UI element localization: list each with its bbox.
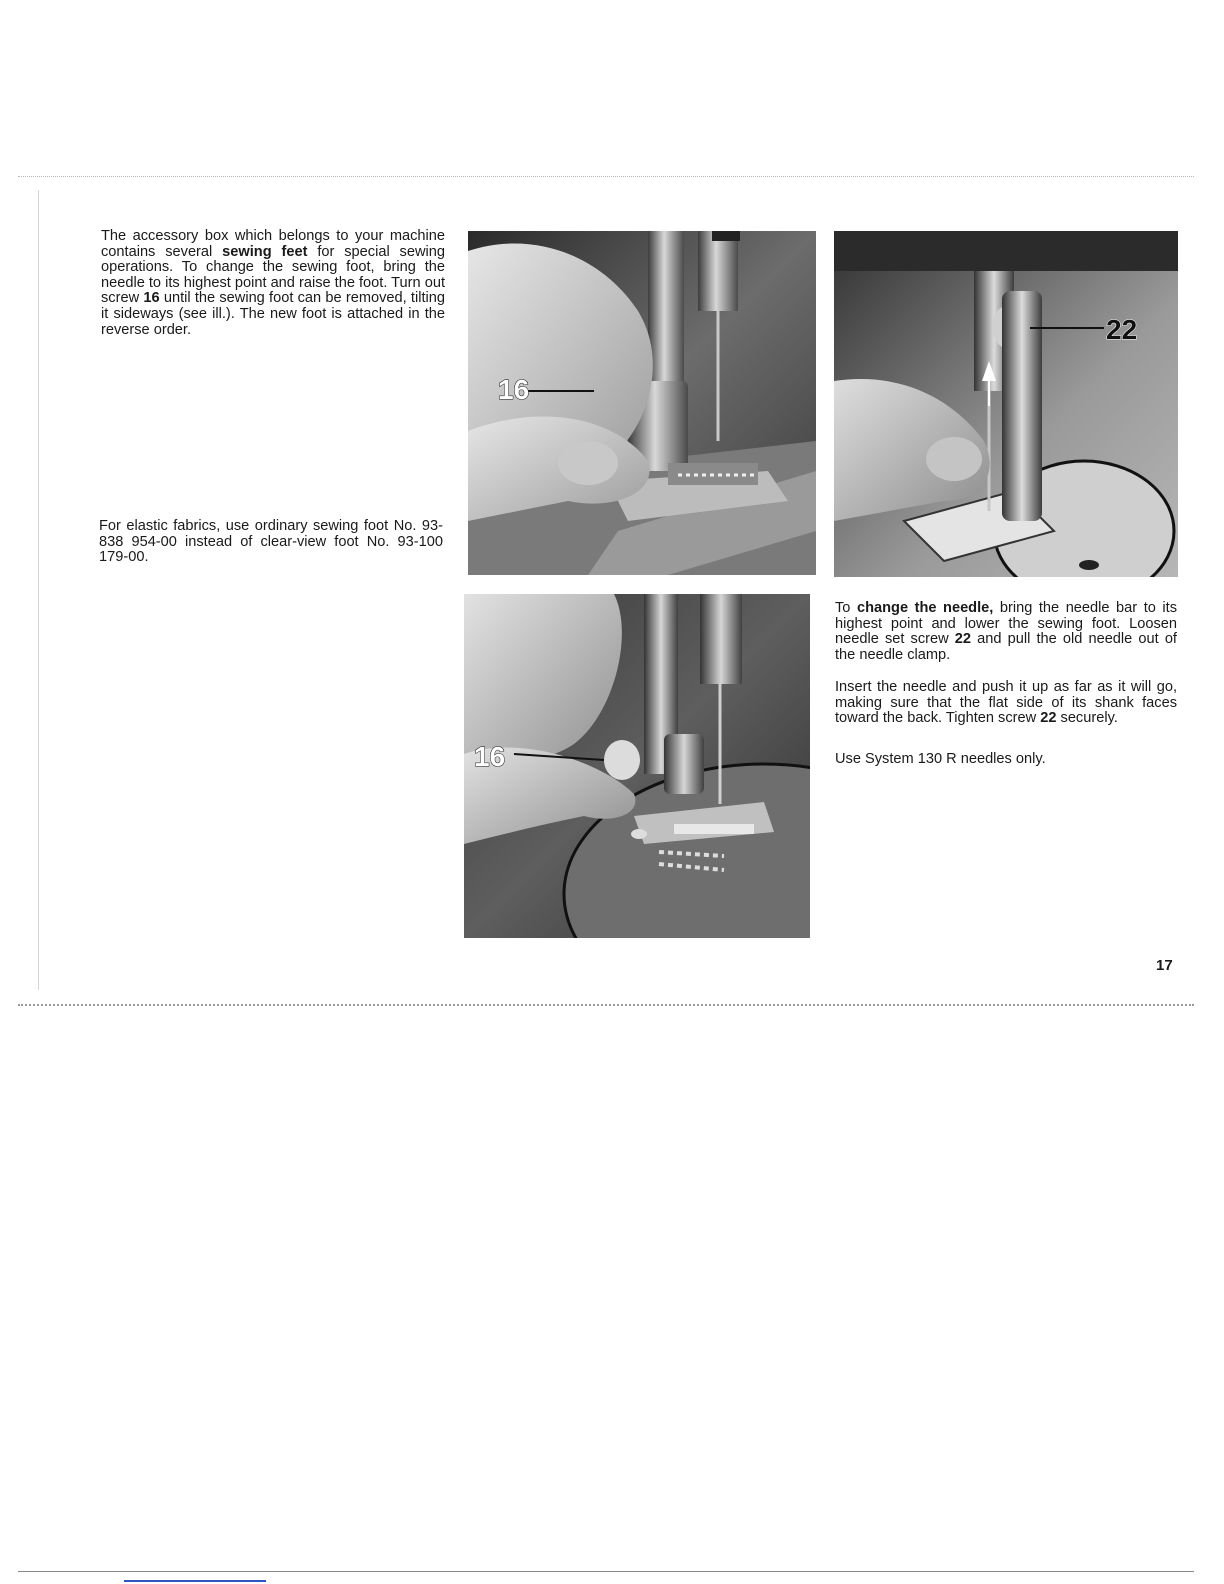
top-rule [18, 176, 1194, 177]
scan-bottom-rule [18, 1571, 1194, 1572]
sewing-foot-photo [468, 231, 816, 575]
elastic-fabrics-paragraph: For elastic fabrics, use ordinary sewing foot No. 93-838 954-00 instead of clear-view foot No. 93-100 179-00. [99, 518, 443, 566]
page-bottom-rule [18, 1004, 1194, 1006]
page-number: 17 [1156, 957, 1173, 974]
scan-edge-mark [124, 1580, 266, 1582]
insert-needle-paragraph: Insert the needle and push it up as far as it will go, making sure that the flat side of its shank faces toward the back. Tighten screw 22 securely. [835, 679, 1177, 727]
needle-system-paragraph: Use System 130 R needles only. [835, 751, 1046, 767]
intro-paragraph: The accessory box which belongs to your machine contains several sewing feet for special sewing operations. To change the sewing foot, bring the needle to its highest point and raise the foot. Turn out screw 16 until the sewing foot can be removed, tilting it sideways (see ill.). The new foot is attached in the reverse order. [101, 228, 445, 338]
needle-clamp-photo [834, 231, 1178, 577]
screw-22-callout: 22 [1106, 314, 1138, 345]
screw-16-callout: 16 [498, 374, 530, 405]
tilting-foot-photo [464, 594, 810, 938]
screw-16-callout-2: 16 [474, 741, 506, 772]
change-needle-paragraph: To change the needle, bring the needle bar to its highest point and lower the sewing foot. Loosen needle set screw 22 and pull the old needle out of the needle clamp. [835, 600, 1178, 663]
margin-line [38, 190, 39, 990]
